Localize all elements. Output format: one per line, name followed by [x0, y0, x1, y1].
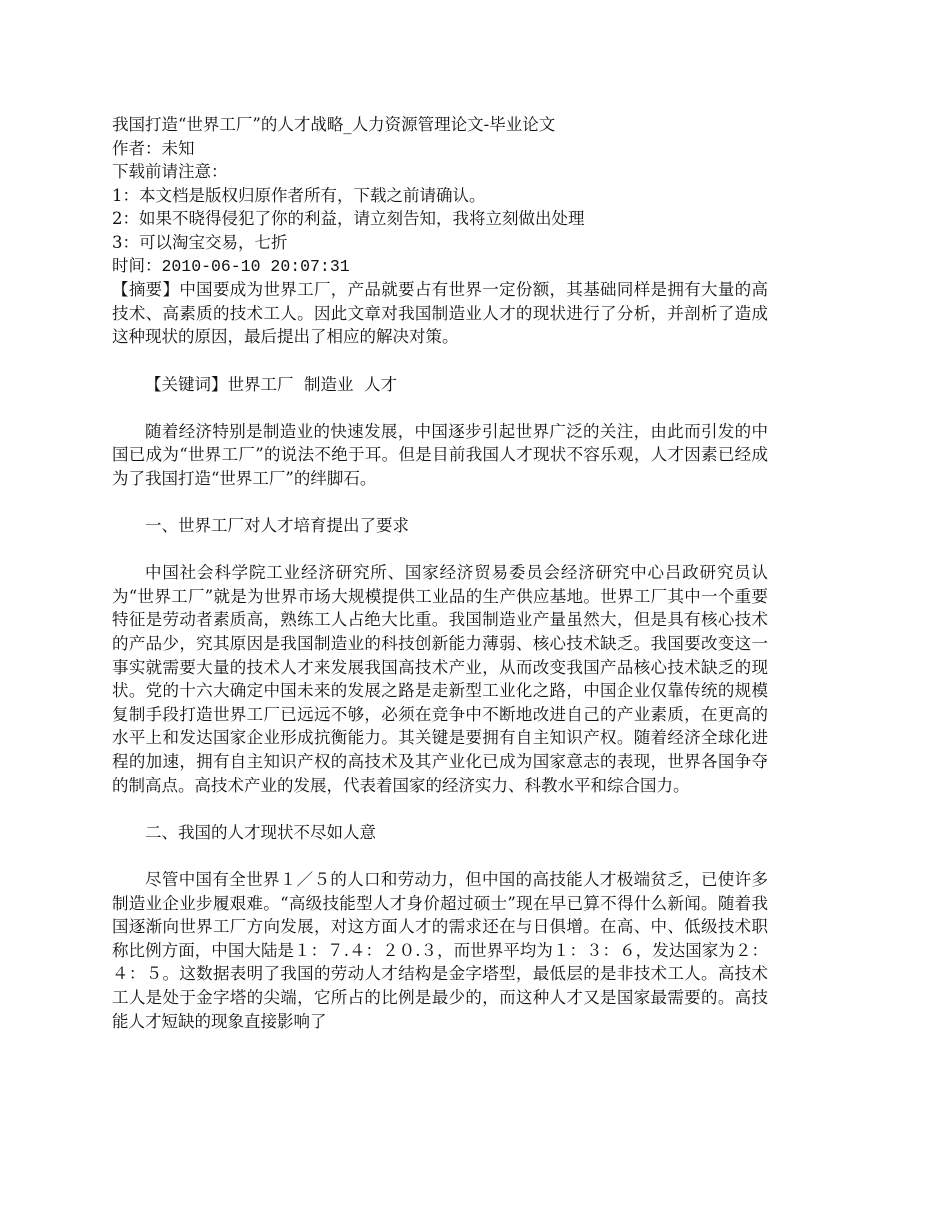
abstract-paragraph: 【摘要】中国要成为世界工厂，产品就要占有世界一定份额，其基础同样是拥有大量的高技术、高素质的技术工人。因此文章对我国制造业人才的现状进行了分析，并剖析了造成这种现状的原因，最后提出了相应的解决对策。 [112, 280, 768, 347]
document-page [112, 113, 768, 1033]
spacer [112, 538, 768, 562]
spacer [112, 491, 768, 515]
notice-item: 2：如果不晓得侵犯了你的利益，请立刻告知，我将立刻做出处理 [112, 209, 585, 229]
document-title: 我国打造“世界工厂”的人才战略_人力资源管理论文-毕业论文 [112, 115, 556, 134]
spacer [112, 844, 768, 868]
notice-header: 下载前请注意： [112, 162, 228, 182]
section-heading-2: 二、我国的人才现状不尽如人意 [145, 822, 376, 842]
notice-item: 1：本文档是版权归原作者所有，下载之前请确认。 [112, 185, 486, 205]
spacer [112, 396, 768, 420]
section2-paragraph: 尽管中国有全世界１／５的人口和劳动力，但中国的高技能人才极端贫乏，已使许多制造业企业步履艰难。“高级技能型人才身价超过硕士”现在早已算不得什么新闻。随着我国逐渐向世界工厂方向发展，对这方面人才的需求还在与日俱增。在高、中、低级技术职称比例方面，中国大陆是１：７.４：２０.３，而世界平均为１：３：６，发达国家为２：４：５。这数据表明了我国的劳动人才结构是金字塔型，最低层的是非技术工人。高技术工人是处于金字塔的尖端，它所占的比例是最少的，而这种人才又是国家最需要的。高技能人才短缺的现象直接影响了 [112, 870, 768, 1031]
author-line: 作者：未知 [112, 138, 195, 158]
keywords-line: 【关键词】世界工厂 制造业 人才 [145, 374, 397, 394]
section1-paragraph: 中国社会科学院工业经济研究所、国家经济贸易委员会经济研究中心吕政研究员认为“世界工厂”就是为世界市场大规模提供工业品的生产供应基地。世界工厂其中一个重要特征是劳动者素质高，熟练工人占绝大比重。我国制造业产量虽然大，但是具有核心技术的产品少，究其原因是我国制造业的科技创新能力薄弱、核心技术缺乏。我国要改变这一事实就需要大量的技术人才来发展我国高技术产业，从而改变我国产品核心技术缺乏的现状。党的十六大确定中国未来的发展之路是走新型工业化之路，中国企业仅靠传统的规模复制手段打造世界工厂已远远不够，必须在竞争中不断地改进自己的产业素质，在更高的水平上和发达国家企业形成抗衡能力。其关键是要拥有自主知识产权。随着经济全球化进程的加速，拥有自主知识产权的高技术及其产业化已成为国家意志的表现，世界各国争夺的制高点。高技术产业的发展，代表着国家的经济实力、科教水平和综合国力。 [112, 563, 768, 795]
section-heading-1: 一、世界工厂对人才培育提出了要求 [145, 516, 409, 536]
time-line: 时间：2010-06-10 20:07:31 [112, 256, 350, 276]
spacer [112, 797, 768, 821]
notice-item: 3：可以淘宝交易，七折 [112, 232, 288, 252]
intro-paragraph: 随着经济特别是制造业的快速发展，中国逐步引起世界广泛的关注，由此而引发的中国已成为“世界工厂”的说法不绝于耳。但是目前我国人才现状不容乐观，人才因素已经成为了我国打造“世界工厂”的绊脚石。 [112, 421, 768, 488]
spacer [112, 349, 768, 373]
